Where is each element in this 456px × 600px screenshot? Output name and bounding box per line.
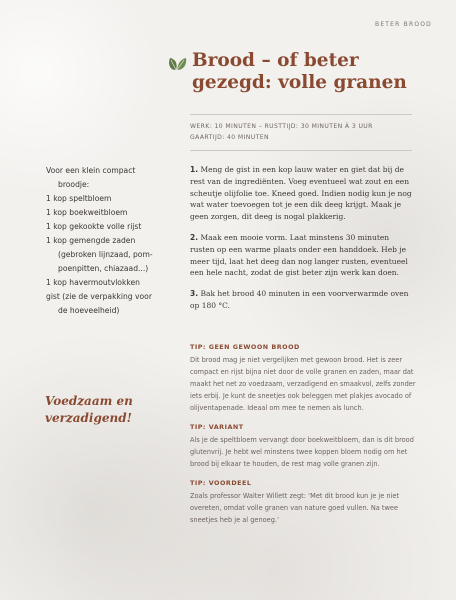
ingredient-line: 1 kop gekookte volle rijst <box>46 222 142 231</box>
ingredient-line: (gebroken lijnzaad, pom- <box>58 250 153 259</box>
tip-heading: TIP: VARIANT <box>190 423 244 431</box>
ingredient-line: 1 kop boekweitbloem <box>46 208 128 217</box>
ingredient-line: 1 kop havermoutvlokken <box>46 278 140 287</box>
preparation-steps <box>190 164 416 321</box>
step-2 <box>190 232 416 279</box>
step-1 <box>190 164 416 223</box>
step-text: Bak het brood 40 minuten in een voorverwarmde oven op 180 °C. <box>190 289 409 310</box>
recipe-title: Brood – of beter gezegd: volle granen <box>192 50 407 93</box>
tip-heading: TIP: GEEN GEWOON BROOD <box>190 343 300 351</box>
tip-heading: TIP: VOORDEEL <box>190 479 252 487</box>
tip-block <box>190 423 416 470</box>
ingredients-list <box>46 164 176 318</box>
ingredient-line: poenpitten, chiazaad...) <box>58 264 149 273</box>
step-text: Maak een mooie vorm. Laat minstens 30 minuten rusten op een warme plaats onder een handdoek. Heb je meer tijd, laat het deeg dan nog langer rusten, eventueel een hele nacht, zodat de gist beter zijn werk kan doen. <box>190 232 408 278</box>
leaf-icon <box>167 57 187 71</box>
meta-bottom-divider <box>190 150 412 151</box>
meta-baking-line: GAARTIJD: 40 MINUTEN <box>190 133 269 141</box>
meta-time-line: WERK: 10 MINUTEN – RUSTTIJD: 30 MINUTEN À 3 UUR <box>190 123 373 130</box>
ingredient-line: broodje: <box>58 180 90 189</box>
recipe-meta <box>190 122 420 143</box>
tip-body: Als je de speltbloem vervangt door boekweitbloem, dan is dit brood glutenvrij. Je hebt wel minstens twee koppen bloem nodig om het brood bij elkaar te houden, de rest mag volle granen zijn. <box>190 436 414 468</box>
step-number: 2. <box>190 232 199 242</box>
section-label: BETER BROOD <box>375 21 432 28</box>
step-number: 3. <box>190 289 199 299</box>
ingredient-line: Voor een klein compact <box>46 166 136 175</box>
tip-body: Zoals professor Walter Willett zegt: ‘Met dit brood kun je je niet overeten, omdat volle granen van nature goed vullen. Na twee sneetjes heb je al genoeg.’ <box>190 492 400 524</box>
ingredient-line: 1 kop gemengde zaden <box>46 236 136 245</box>
tip-body: Dit brood mag je niet vergelijken met gewoon brood. Het is zeer compact en rijst bijna niet door de volle granen en zaden, maar dat maakt het net zo voedzaam, verzadigend en smaakvol, zelfs zonder iets erbij. Je kunt de sneetjes ook beleggen met plakjes avocado of olijventapenade. Ideaal om mee te nemen als lunch. <box>190 356 416 412</box>
tips-section <box>190 343 416 535</box>
tip-block <box>190 343 416 414</box>
ingredient-line: 1 kop speltbloem <box>46 194 112 203</box>
step-3 <box>190 288 416 312</box>
pull-quote: Voedzaam en verzadigend! <box>45 394 133 425</box>
meta-top-divider <box>190 114 412 115</box>
ingredient-line: de hoeveelheid) <box>58 306 120 315</box>
tip-block <box>190 479 416 526</box>
step-text: Meng de gist in een kop lauw water en giet dat bij de rest van de ingrediënten. Voeg eventueel wat zout en een scheutje olijfolie toe. Kneed goed. Indien nodig kun je nog wat water toevoegen tot je een dik deeg krijgt. Maak je geen zorgen, dit deeg is nogal plakkerig. <box>190 165 412 222</box>
ingredient-line: gist (zie de verpakking voor <box>46 292 152 301</box>
step-number: 1. <box>190 165 199 174</box>
